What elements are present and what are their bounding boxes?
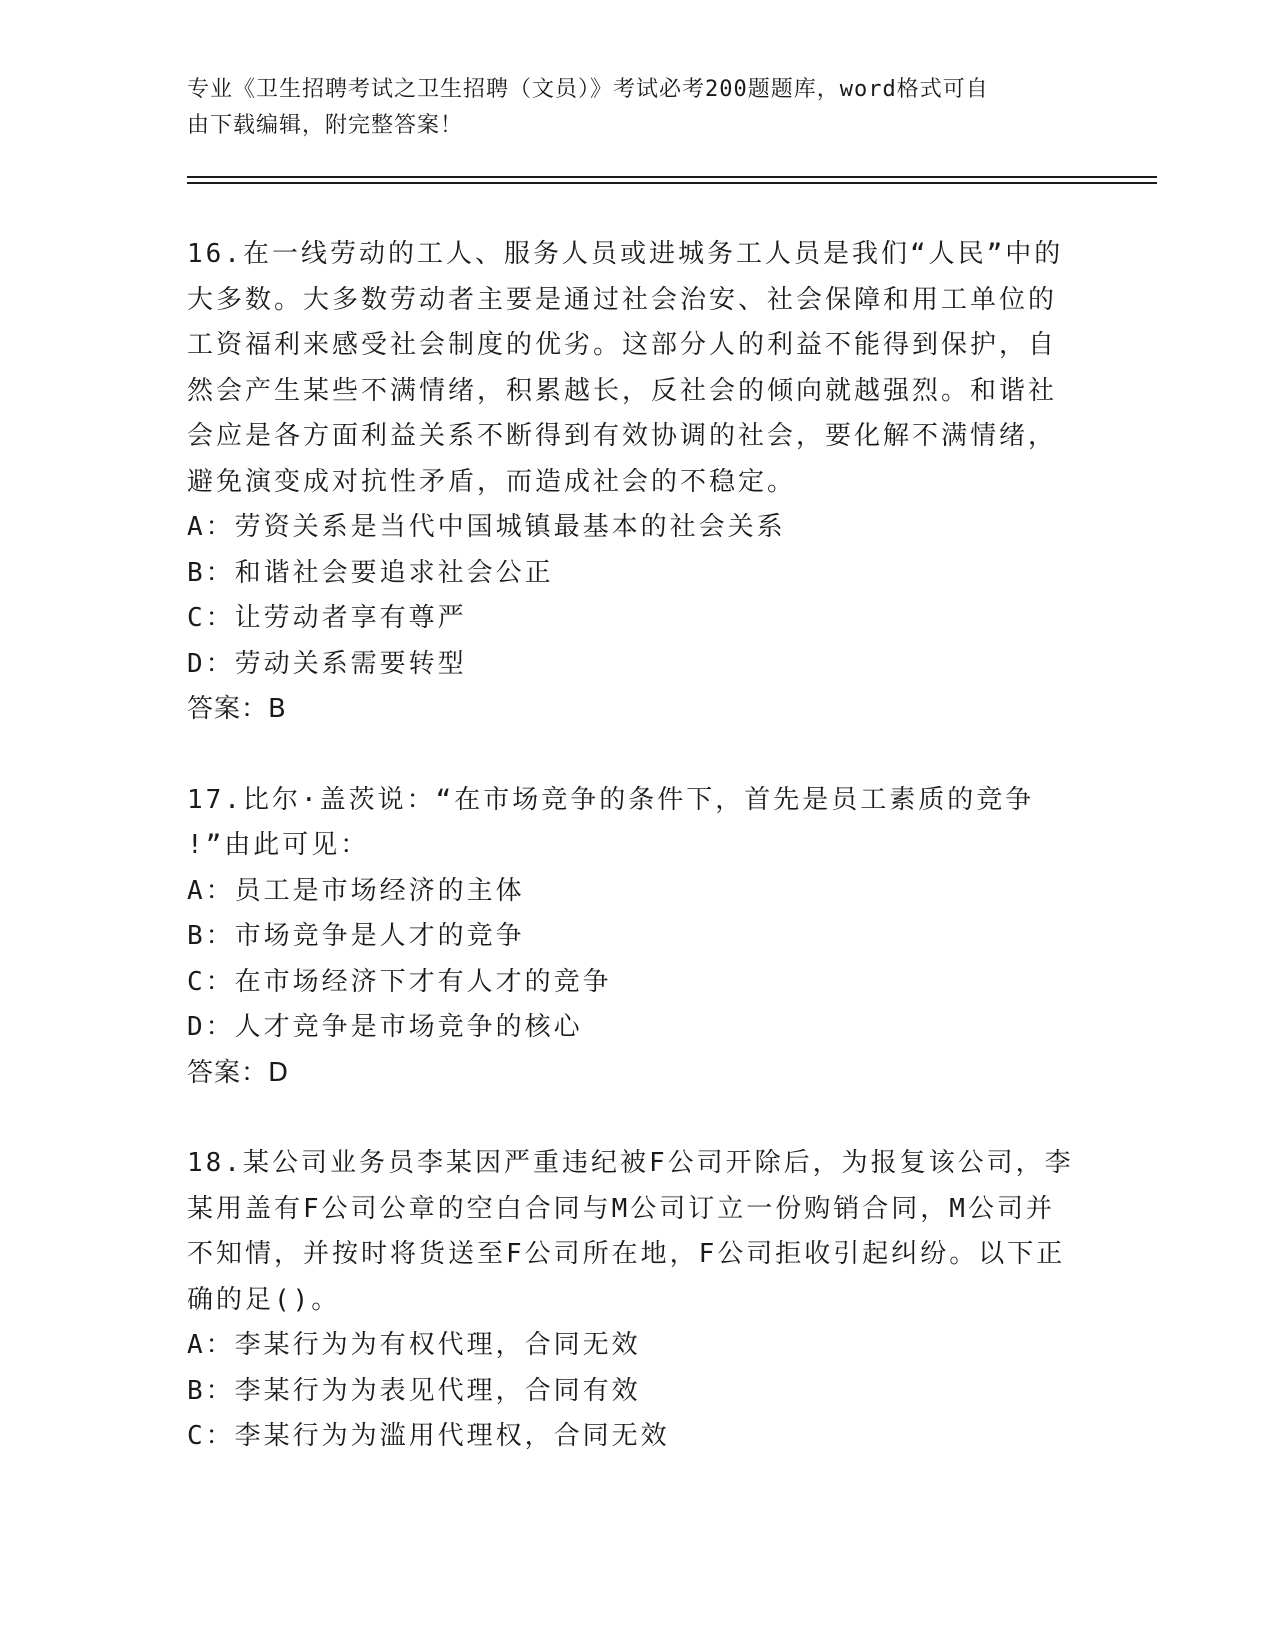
question-text-line: 某用盖有F公司公章的空白合同与M公司订立一份购销合同，M公司并 bbox=[187, 1193, 1055, 1224]
header-divider-top bbox=[187, 176, 1157, 178]
option-a: A：员工是市场经济的主体 bbox=[187, 875, 525, 906]
option-a: A：李某行为为有权代理，合同无效 bbox=[187, 1330, 641, 1360]
header-line-1: 专业《卫生招聘考试之卫生招聘（文员）》考试必考200题题库，word格式可自 bbox=[187, 77, 989, 102]
question-text-line: !”由此可见： bbox=[187, 830, 370, 860]
question-text-line: 大多数。大多数劳动者主要是通过社会治安、社会保障和用工单位的 bbox=[187, 284, 1058, 315]
option-d: D：人才竞争是市场竞争的核心 bbox=[187, 1012, 583, 1042]
option-c: C：李某行为为滥用代理权，合同无效 bbox=[187, 1421, 670, 1451]
document-header bbox=[187, 72, 1067, 144]
question-text-line: 会应是各方面利益关系不断得到有效协调的社会，要化解不满情绪， bbox=[187, 421, 1058, 451]
question-16 bbox=[187, 232, 1087, 733]
header-divider-bottom bbox=[187, 182, 1157, 184]
question-text-line: 18.某公司业务员李某因严重违纪被F公司开除后，为报复该公司，李 bbox=[187, 1148, 1074, 1178]
question-18 bbox=[187, 1141, 1087, 1460]
option-a: A：劳资关系是当代中国城镇最基本的社会关系 bbox=[187, 512, 786, 542]
option-c: C：在市场经济下才有人才的竞争 bbox=[187, 966, 612, 997]
answer-line: 答案：B bbox=[187, 694, 287, 724]
question-text-line: 16.在一线劳动的工人、服务人员或进城务工人员是我们“人民”中的 bbox=[187, 239, 1064, 269]
option-b: B：李某行为为表见代理，合同有效 bbox=[187, 1375, 641, 1406]
answer-line: 答案：D bbox=[187, 1057, 290, 1088]
question-17 bbox=[187, 778, 1087, 1097]
question-list bbox=[187, 232, 1087, 1460]
question-text-line: 避免演变成对抗性矛盾，而造成社会的不稳定。 bbox=[187, 466, 797, 497]
question-text-line: 17.比尔·盖茨说：“在市场竞争的条件下，首先是员工素质的竞争 bbox=[187, 784, 1035, 815]
option-b: B：市场竞争是人才的竞争 bbox=[187, 921, 525, 951]
option-b: B：和谐社会要追求社会公正 bbox=[187, 557, 554, 588]
option-c: C：让劳动者享有尊严 bbox=[187, 603, 467, 633]
option-d: D：劳动关系需要转型 bbox=[187, 648, 467, 679]
question-text-line: 然会产生某些不满情绪，积累越长，反社会的倾向就越强烈。和谐社 bbox=[187, 375, 1058, 406]
question-text-line: 确的足()。 bbox=[187, 1284, 341, 1315]
question-text-line: 不知情，并按时将货送至F公司所在地，F公司拒收引起纠纷。以下正 bbox=[187, 1239, 1066, 1269]
header-line-2: 由下载编辑，附完整答案！ bbox=[187, 113, 464, 138]
question-text-line: 工资福利来感受社会制度的优劣。这部分人的利益不能得到保护，自 bbox=[187, 330, 1058, 360]
